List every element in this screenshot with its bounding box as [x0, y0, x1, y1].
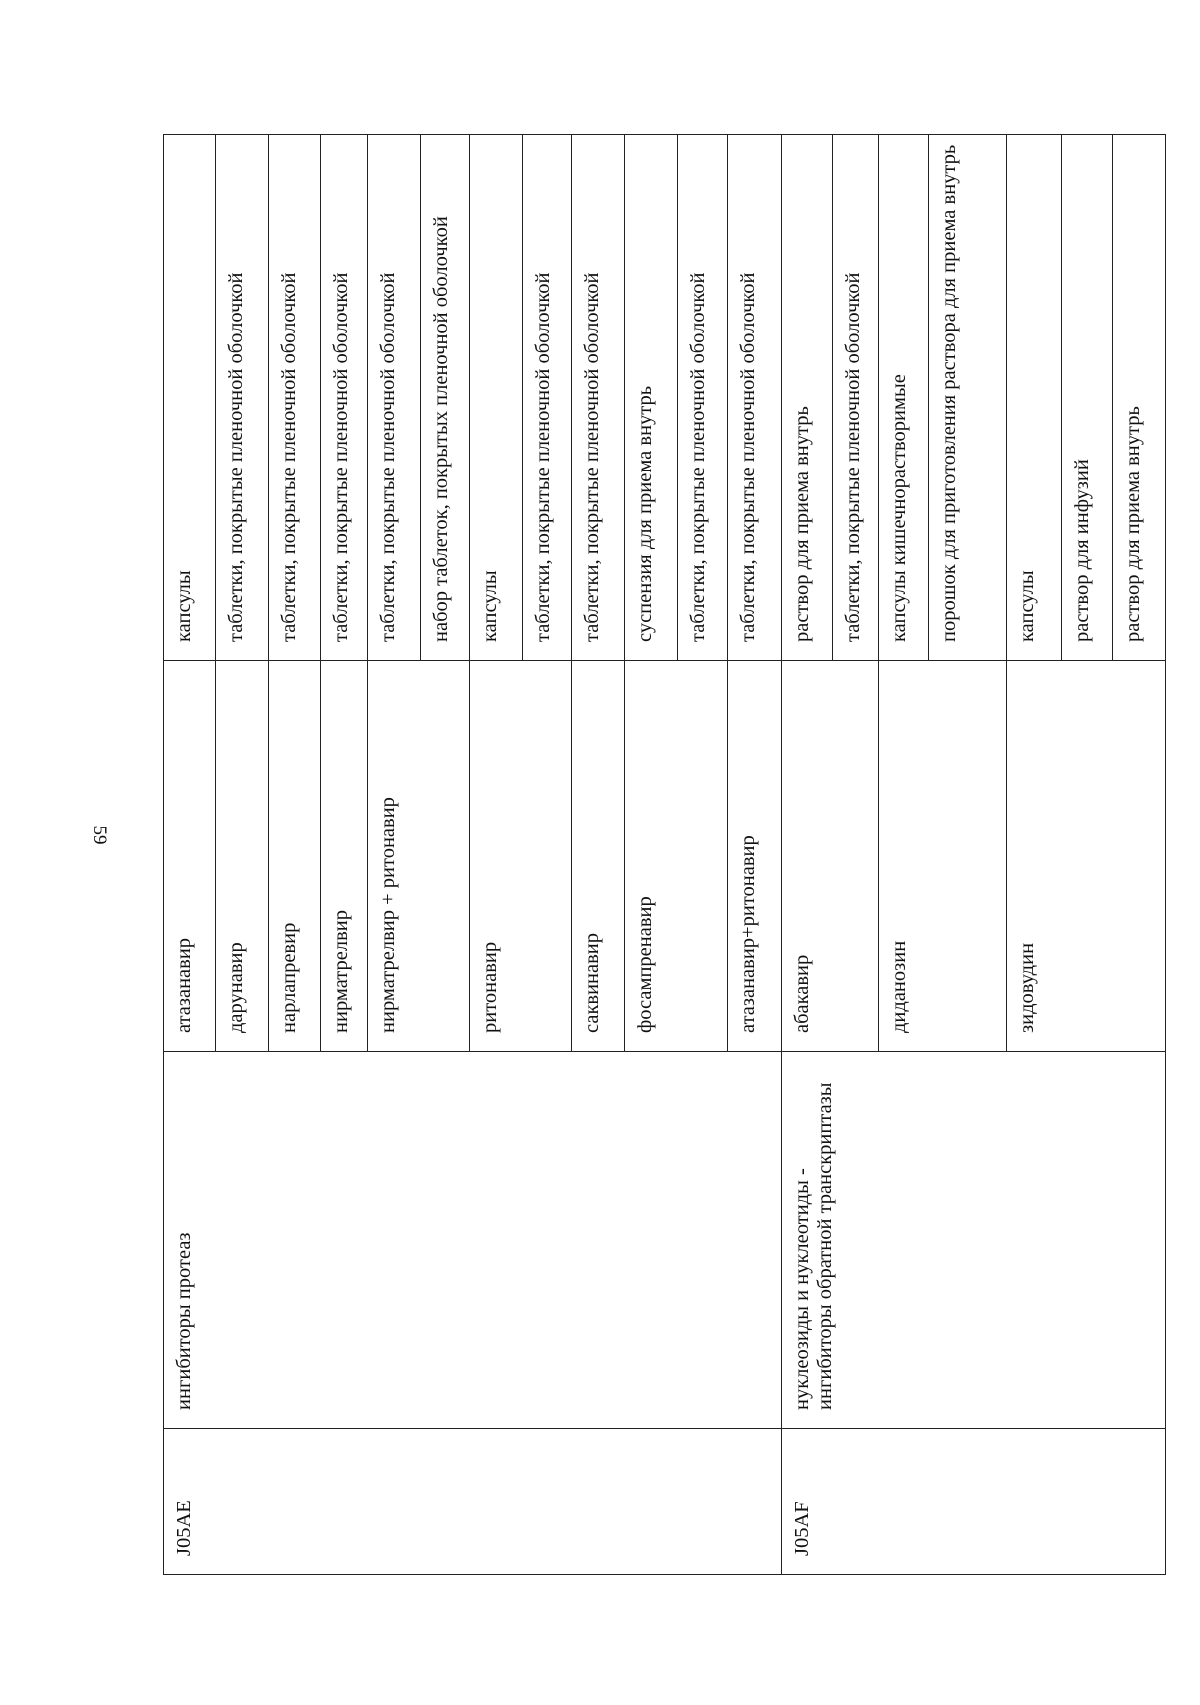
dosage-form: таблетки, покрытые пленочной оболочкой	[321, 135, 368, 661]
drug-name: дарунавир	[215, 661, 269, 1052]
table-row	[164, 135, 216, 1575]
drug-name: фосампренавир	[624, 661, 727, 1052]
drug-name: абакавир	[781, 661, 878, 1052]
drug-name: нирматрелвир	[321, 661, 368, 1052]
drug-name: ритонавир	[470, 661, 572, 1052]
dosage-form: таблетки, покрытые пленочной оболочкой	[269, 135, 321, 661]
table-rotated-wrapper	[163, 135, 1166, 1575]
dosage-form: набор таблеток, покрытых пленочной оболочкой	[420, 135, 469, 661]
drug-name: зидовудин	[1006, 661, 1165, 1052]
atc-code: J05AF	[781, 1429, 1165, 1575]
dosage-form: таблетки, покрытые пленочной оболочкой	[677, 135, 727, 661]
dosage-form: таблетки, покрытые пленочной оболочкой	[833, 135, 879, 661]
drug-table-body	[164, 135, 1166, 1575]
drug-name: диданозин	[879, 661, 1006, 1052]
drug-name: атазанавир+ритонавир	[728, 661, 782, 1052]
drug-name: саквинавир	[572, 661, 625, 1052]
dosage-form: раствор для приема внутрь	[1113, 135, 1166, 661]
drug-name: нирматрелвир + ритонавир	[368, 661, 470, 1052]
dosage-form: таблетки, покрытые пленочной оболочкой	[728, 135, 782, 661]
dosage-form: капсулы	[470, 135, 523, 661]
atc-code: J05AE	[164, 1429, 782, 1575]
group-name: ингибиторы протеаз	[164, 1052, 782, 1429]
dosage-form: раствор для инфузий	[1061, 135, 1113, 661]
group-name: нуклеозиды и нуклеотиды - ингибиторы обратной транскриптазы	[781, 1052, 1165, 1429]
dosage-form: таблетки, покрытые пленочной оболочкой	[215, 135, 269, 661]
drug-name: атазанавир	[164, 661, 216, 1052]
page-number: 59	[89, 825, 110, 845]
table-row	[781, 135, 833, 1575]
dosage-form: раствор для приема внутрь	[781, 135, 833, 661]
drug-name: нарлапревир	[269, 661, 321, 1052]
dosage-form: капсулы	[164, 135, 216, 661]
dosage-form: порошок для приготовления раствора для приема внутрь	[928, 135, 1006, 661]
dosage-form: капсулы кишечнорастворимые	[879, 135, 928, 661]
dosage-form: суспензия для приема внутрь	[624, 135, 677, 661]
drug-table	[163, 134, 1166, 1575]
dosage-form: таблетки, покрытые пленочной оболочкой	[522, 135, 571, 661]
dosage-form: капсулы	[1006, 135, 1061, 661]
dosage-form: таблетки, покрытые пленочной оболочкой	[368, 135, 421, 661]
dosage-form: таблетки, покрытые пленочной оболочкой	[572, 135, 625, 661]
